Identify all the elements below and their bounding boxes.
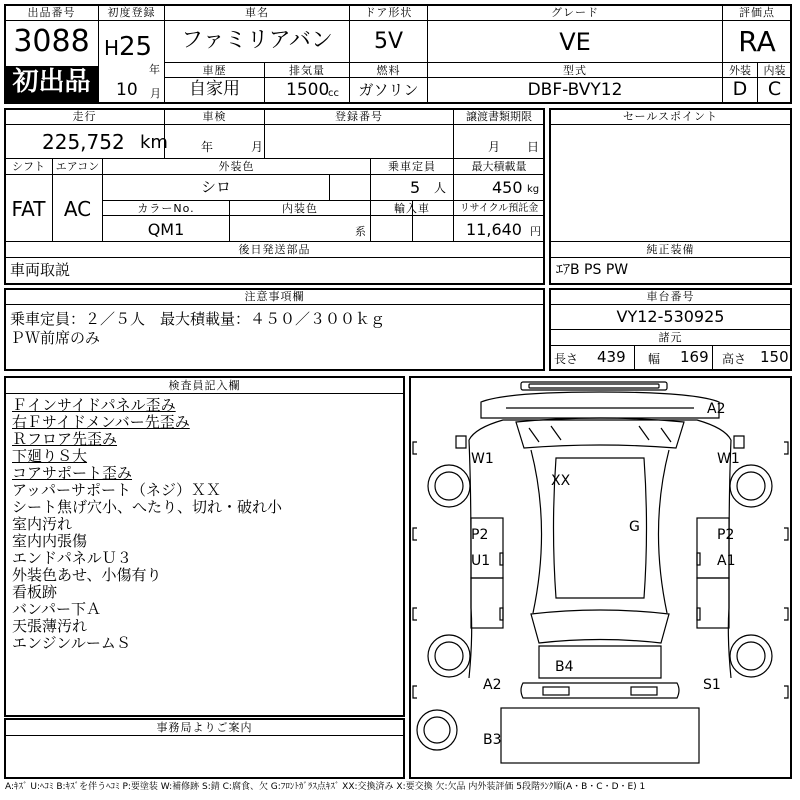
- inspector-note-3: Ｒフロア先歪み: [12, 430, 118, 448]
- mileage: 225,752: [42, 130, 125, 154]
- max-load-label: 最大積載量: [471, 160, 527, 173]
- history: 自家用: [189, 79, 240, 99]
- recycle-unit: 円: [530, 225, 541, 238]
- equipment-label: 純正装備: [646, 243, 695, 256]
- mark-right-rear-fender: S1: [703, 677, 721, 693]
- first-registration-label: 初度登録: [107, 6, 156, 19]
- capacity-unit: 人: [434, 181, 447, 195]
- office-section: [4, 718, 405, 779]
- inspector-note-1: Ｆインサイドパネル歪み: [12, 396, 176, 414]
- mark-upper-support: XX: [551, 473, 571, 489]
- chassis-number-label: 車台番号: [646, 290, 695, 303]
- mark-right-front-door: P2: [717, 527, 735, 543]
- max-load: 450: [492, 178, 523, 197]
- fuel: ガソリン: [358, 81, 419, 99]
- equipment: ｴｱB PS PW: [556, 262, 629, 278]
- displacement: 1500: [286, 80, 330, 100]
- color-number-label: カラーNo.: [137, 202, 195, 215]
- chassis-number: VY12-530925: [616, 307, 725, 326]
- office-label: 事務局よりご案内: [156, 721, 253, 734]
- lot-number-label: 出品番号: [27, 6, 76, 19]
- inspection-year-unit: 年: [201, 140, 214, 154]
- inspector-note-12: 看板跡: [12, 583, 58, 601]
- registration-number-label: 登録番号: [335, 110, 383, 123]
- height-label: 高さ: [722, 352, 747, 366]
- displacement-unit: cc: [328, 88, 339, 99]
- transfer-month-unit: 月: [488, 140, 501, 154]
- inspection-month-unit: 月: [251, 140, 264, 154]
- length-label: 長さ: [554, 352, 579, 366]
- inspector-note-13: バンパー下Ａ: [12, 600, 101, 618]
- mark-rear-panel: B3: [483, 732, 502, 748]
- mark-right-rear-door: A1: [717, 553, 736, 569]
- mark-right-fender: W1: [717, 451, 740, 467]
- inspector-note-4: 下廻りＳ大: [12, 447, 88, 465]
- inspector-note-14: 天張薄汚れ: [12, 617, 88, 635]
- aircon-label: エアコン: [55, 160, 100, 173]
- width: 169: [680, 348, 709, 366]
- inspection-label: 車検: [202, 110, 227, 123]
- car-name: ファミリアバン: [181, 28, 333, 53]
- aircon: AC: [63, 197, 92, 221]
- width-label: 幅: [648, 352, 661, 366]
- mark-windshield: G: [629, 519, 640, 535]
- door-type: 5V: [373, 29, 404, 54]
- recycle-fee: 11,640: [466, 220, 522, 239]
- transfer-deadline-label: 譲渡書類期限: [466, 110, 532, 123]
- registration-month: 10: [116, 80, 138, 100]
- first-listing-label: 初出品: [12, 67, 91, 97]
- year-unit: 年: [149, 63, 160, 76]
- inspector-label: 検査員記入欄: [168, 379, 241, 392]
- shift: FAT: [11, 197, 46, 221]
- month-unit: 月: [150, 87, 161, 100]
- sales-point-label: セールスポイント: [622, 110, 718, 123]
- exterior-grade-label: 外装: [729, 64, 751, 77]
- sales-point-section: [549, 108, 792, 285]
- inspector-note-2: 右Ｆサイドメンバー先歪み: [12, 413, 190, 431]
- mark-left-rear-fender: A2: [483, 677, 502, 693]
- mark-left-fender: W1: [471, 451, 494, 467]
- grade-label: グレード: [551, 6, 599, 19]
- score: RA: [738, 25, 776, 58]
- mark-left-rear-door: U1: [471, 553, 491, 569]
- mileage-unit: km: [140, 132, 168, 153]
- inspector-note-10: エンドパネルＵ３: [12, 549, 132, 567]
- caution-label: 注意事項欄: [244, 290, 305, 303]
- height: 150: [760, 348, 789, 366]
- car-outline-diagram: [411, 378, 790, 777]
- damage-diagram: [409, 376, 792, 779]
- parts: 車両取説: [10, 261, 71, 279]
- exterior-color: シロ: [200, 178, 231, 196]
- inspector-note-7: シート焦げ穴小、へたり、切れ・破れ小: [12, 498, 283, 516]
- interior-color-suffix: 系: [355, 225, 366, 238]
- capacity: 5: [410, 178, 421, 197]
- caution-line-2: ＰＷ前席のみ: [10, 329, 101, 347]
- shift-label: シフト: [12, 160, 45, 173]
- import-label: 輸入車: [394, 202, 430, 215]
- era: H: [104, 36, 120, 60]
- mark-hood: A2: [707, 401, 726, 417]
- grade: VE: [559, 28, 591, 56]
- recycle-label: リサイクル預託金: [459, 203, 539, 214]
- parts-label: 後日発送部品: [238, 243, 311, 256]
- mileage-label: 走行: [72, 110, 97, 123]
- inspector-note-11: 外装色あせ、小傷有り: [12, 566, 162, 584]
- mark-left-front-door: P2: [471, 527, 489, 543]
- mark-rear-gate: B4: [555, 659, 574, 675]
- lot-number: 3088: [13, 24, 90, 59]
- exterior-color-label: 外装色: [218, 160, 255, 173]
- interior-grade-label: 内装: [763, 64, 786, 77]
- registration-year: 25: [119, 32, 153, 62]
- inspector-note-5: コアサポート歪み: [12, 464, 133, 482]
- legend: A:ｷｽﾞ U:ﾍｺﾐ B:ｷｽﾞを伴うﾍｺﾐ P:要塗装 W:補修跡 S:錆 C:腐食、欠 G:ﾌﾛﾝﾄｶﾞﾗｽ点ｷｽﾞ XX:交換済み X:要交換 欠:欠品 内外装評価 5段階ﾗﾝｸ順(A・B・C・D・E) 1: [5, 782, 646, 792]
- score-label: 評価点: [739, 6, 775, 19]
- model-code: DBF-BVY12: [527, 80, 623, 100]
- door-label: ドア形状: [364, 6, 413, 19]
- length: 439: [597, 348, 626, 366]
- interior-color-label: 内装色: [282, 202, 318, 215]
- capacity-label: 乗車定員: [388, 160, 436, 173]
- exterior-grade: D: [732, 78, 748, 100]
- fuel-label: 燃料: [376, 64, 401, 77]
- inspector-note-9: 室内内張傷: [12, 532, 88, 550]
- history-label: 車歴: [202, 64, 227, 77]
- interior-grade: C: [767, 78, 782, 100]
- model-label: 型式: [563, 64, 587, 77]
- inspector-note-15: エンジンルームＳ: [12, 634, 131, 652]
- dimensions-label: 諸元: [658, 331, 683, 344]
- inspector-section: [4, 376, 405, 717]
- displacement-label: 排気量: [289, 64, 325, 77]
- max-load-unit: kg: [527, 184, 540, 195]
- caution-line-1: 乗車定員：２／５人 最大積載量：４５０／３００ｋｇ: [10, 310, 386, 328]
- color-number: QM1: [147, 220, 185, 239]
- transfer-day-unit: 日: [527, 140, 540, 154]
- inspector-note-6: アッパーサポート（ネジ）ＸＸ: [12, 481, 221, 499]
- car-name-label: 車名: [245, 6, 269, 19]
- inspector-note-8: 室内汚れ: [12, 515, 73, 533]
